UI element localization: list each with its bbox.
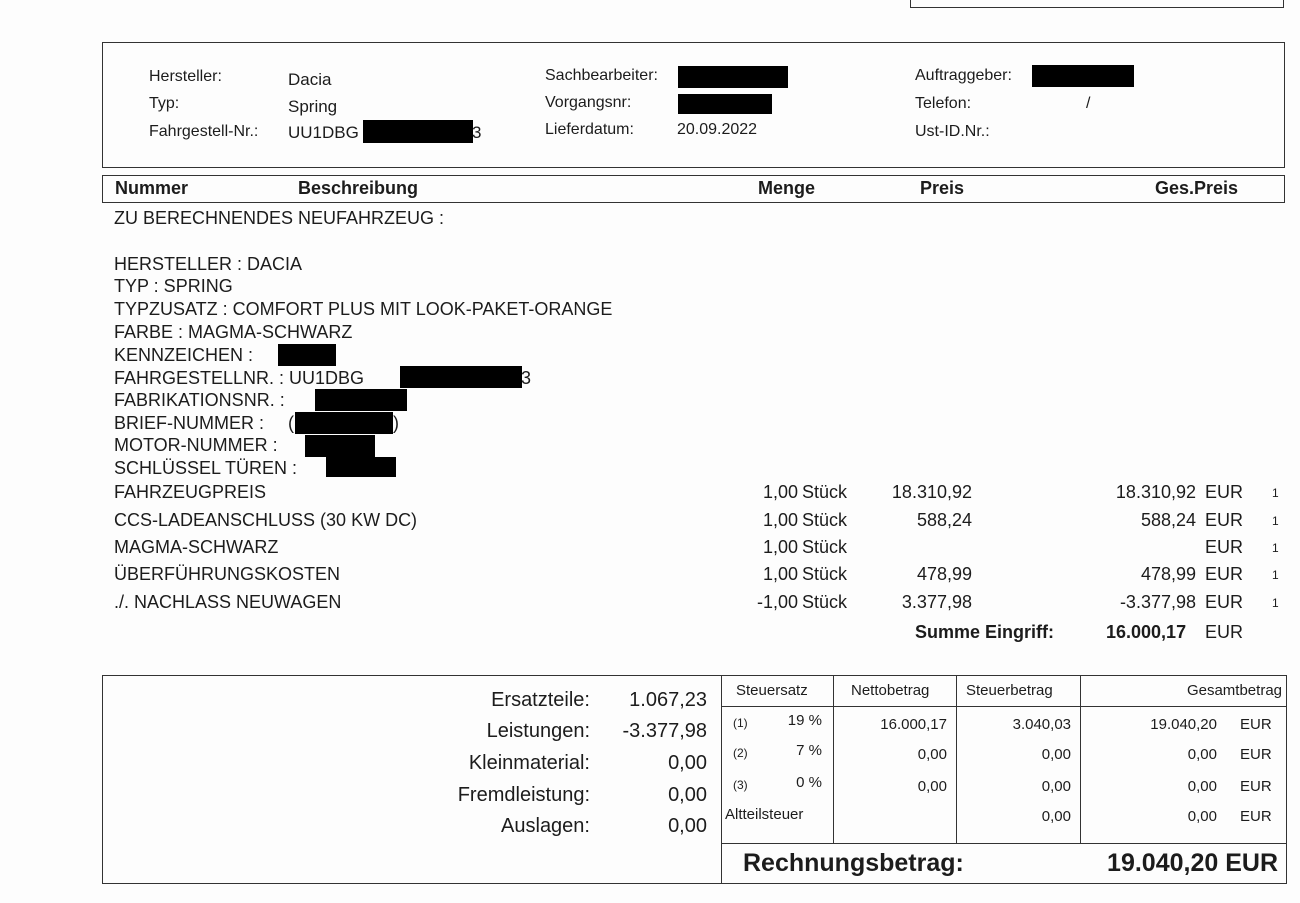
altteil-tax: 0,00 xyxy=(1041,808,1071,825)
item-qty: -1,00 xyxy=(756,592,798,612)
item-price: 588,24 xyxy=(916,510,972,530)
item-currency: EUR xyxy=(1205,564,1244,584)
redaction-fahrgestellnr xyxy=(400,366,522,388)
tax-amount: 0,00 xyxy=(1041,778,1071,795)
redaction-sachbearbeiter xyxy=(678,66,788,88)
ustid-label: Ust-ID.Nr.: xyxy=(915,123,990,140)
detail-briefnummer: BRIEF-NUMMER : xyxy=(114,413,264,433)
item-unit: Stück xyxy=(802,592,848,612)
top-right-box xyxy=(910,0,1284,8)
kleinmaterial-value: 0,00 xyxy=(668,752,707,774)
telefon-label: Telefon: xyxy=(915,95,972,112)
tax-rate: 7 % xyxy=(796,742,822,759)
detail-schluessel: SCHLÜSSEL TÜREN : xyxy=(114,458,298,478)
tax-header-gesamt: Gesamtbetrag xyxy=(1186,682,1282,699)
item-price: 3.377,98 xyxy=(901,592,972,612)
redaction-kennzeichen xyxy=(278,344,336,366)
ersatzteile-value: 1.067,23 xyxy=(629,689,707,711)
item-code: 1 xyxy=(1272,486,1279,500)
column-preis: Preis xyxy=(920,178,965,198)
detail-briefnummer-close: ) xyxy=(393,413,399,433)
tax-grid-line xyxy=(833,675,834,844)
tax-currency: EUR xyxy=(1240,778,1272,795)
vorgangsnr-label: Vorgangsnr: xyxy=(545,94,632,111)
fahrgestell-prefix: UU1DBG xyxy=(288,123,359,142)
typ-label: Typ: xyxy=(149,95,180,112)
tax-grid-line xyxy=(721,843,1287,844)
altteil-gross: 0,00 xyxy=(1187,808,1217,825)
typ-value: Spring xyxy=(288,97,338,116)
detail-intro: ZU BERECHNENDES NEUFAHRZEUG : xyxy=(114,208,445,228)
item-currency: EUR xyxy=(1205,537,1244,557)
tax-index: (3) xyxy=(733,778,748,792)
tax-net: 0,00 xyxy=(917,778,947,795)
detail-kennzeichen: KENNZEICHEN : xyxy=(114,345,254,365)
item-unit: Stück xyxy=(802,537,848,557)
detail-fahrgestellnr: FAHRGESTELLNR. : UU1DBG xyxy=(114,368,365,388)
tax-gross: 19.040,20 xyxy=(1150,716,1217,733)
tax-gross: 0,00 xyxy=(1187,778,1217,795)
tax-amount: 3.040,03 xyxy=(1012,716,1071,733)
summe-value: 16.000,17 xyxy=(1106,622,1187,642)
item-description: CCS-LADEANSCHLUSS (30 KW DC) xyxy=(114,510,418,530)
redaction-briefnummer xyxy=(295,412,393,434)
leistungen-value: -3.377,98 xyxy=(622,720,707,742)
tax-net: 0,00 xyxy=(917,746,947,763)
redaction-fabrikationsnr xyxy=(315,389,407,411)
tax-header-steuer: Steuerbetrag xyxy=(966,682,1053,699)
item-qty: 1,00 xyxy=(762,482,798,502)
tax-grid-line xyxy=(1080,675,1081,844)
tax-currency: EUR xyxy=(1240,746,1272,763)
fremdleistung-label: Fremdleistung: xyxy=(457,784,590,806)
item-qty: 1,00 xyxy=(762,564,798,584)
column-nummer: Nummer xyxy=(115,178,189,198)
tax-gross: 0,00 xyxy=(1187,746,1217,763)
redaction-fahrgestell xyxy=(363,120,473,143)
tax-grid-line xyxy=(721,706,1287,707)
column-beschreibung: Beschreibung xyxy=(298,178,419,198)
column-header-bar xyxy=(102,175,1285,203)
tax-rate: 0 % xyxy=(796,774,822,791)
auftraggeber-label: Auftraggeber: xyxy=(915,67,1012,84)
altteil-label: Altteilsteuer xyxy=(725,806,804,823)
lieferdatum-value: 20.09.2022 xyxy=(677,121,758,138)
summe-currency: EUR xyxy=(1205,622,1244,642)
hersteller-label: Hersteller: xyxy=(149,68,222,85)
item-code: 1 xyxy=(1272,596,1279,610)
altteil-currency: EUR xyxy=(1240,808,1272,825)
item-unit: Stück xyxy=(802,482,848,502)
detail-typzusatz: TYPZUSATZ : COMFORT PLUS MIT LOOK-PAKET-ORANGE xyxy=(114,299,613,319)
tax-currency: EUR xyxy=(1240,716,1272,733)
item-unit: Stück xyxy=(802,510,848,530)
fremdleistung-value: 0,00 xyxy=(668,784,707,806)
item-description: MAGMA-SCHWARZ xyxy=(114,537,279,557)
tax-header-netto: Nettobetrag xyxy=(851,682,930,699)
item-description: FAHRZEUGPREIS xyxy=(114,482,267,502)
detail-hersteller: HERSTELLER : DACIA xyxy=(114,254,303,274)
summe-label: Summe Eingriff: xyxy=(915,622,1055,642)
item-total: 588,24 xyxy=(1140,510,1196,530)
detail-farbe: FARBE : MAGMA-SCHWARZ xyxy=(114,322,353,342)
detail-motornummer: MOTOR-NUMMER : xyxy=(114,435,278,455)
auslagen-value: 0,00 xyxy=(668,815,707,837)
item-currency: EUR xyxy=(1205,482,1244,502)
item-price: 18.310,92 xyxy=(891,482,972,502)
column-menge: Menge xyxy=(758,178,816,198)
tax-header-steuersatz: Steuersatz xyxy=(736,682,808,699)
item-code: 1 xyxy=(1272,568,1279,582)
hersteller-value: Dacia xyxy=(288,70,332,89)
item-total: 18.310,92 xyxy=(1115,482,1196,502)
item-unit: Stück xyxy=(802,564,848,584)
detail-briefnummer-open: ( xyxy=(288,413,294,433)
item-total: -3.377,98 xyxy=(1119,592,1196,612)
auslagen-label: Auslagen: xyxy=(501,815,590,837)
item-price: 478,99 xyxy=(916,564,972,584)
tax-rate: 19 % xyxy=(787,712,822,729)
item-description: ÜBERFÜHRUNGSKOSTEN xyxy=(114,564,341,584)
ersatzteile-label: Ersatzteile: xyxy=(491,689,590,711)
rechnungsbetrag-label: Rechnungsbetrag: xyxy=(743,849,964,877)
redaction-schluessel xyxy=(326,457,396,477)
item-description: ./. NACHLASS NEUWAGEN xyxy=(114,592,342,612)
redaction-auftraggeber xyxy=(1032,65,1134,87)
item-currency: EUR xyxy=(1205,510,1244,530)
lieferdatum-label: Lieferdatum: xyxy=(545,121,634,138)
item-code: 1 xyxy=(1272,514,1279,528)
kleinmaterial-label: Kleinmaterial: xyxy=(468,752,590,774)
rechnungsbetrag-value: 19.040,20 EUR xyxy=(1107,849,1278,877)
tax-net: 16.000,17 xyxy=(880,716,947,733)
leistungen-label: Leistungen: xyxy=(486,720,590,742)
tax-index: (2) xyxy=(733,746,748,760)
tax-grid-line xyxy=(956,675,957,844)
tax-amount: 0,00 xyxy=(1041,746,1071,763)
item-currency: EUR xyxy=(1205,592,1244,612)
redaction-vorgangsnr xyxy=(678,94,772,114)
item-qty: 1,00 xyxy=(762,510,798,530)
fahrgestell-suffix: 3 xyxy=(472,123,482,142)
fahrgestell-label: Fahrgestell-Nr.: xyxy=(149,123,259,140)
detail-fabrikationsnr: FABRIKATIONSNR. : xyxy=(114,390,285,410)
sachbearbeiter-label: Sachbearbeiter: xyxy=(545,67,658,84)
detail-fahrgestellnr-suffix: 3 xyxy=(521,368,532,388)
column-gespreis: Ges.Preis xyxy=(1155,178,1239,198)
telefon-value: / xyxy=(1086,95,1091,112)
detail-typ: TYP : SPRING xyxy=(114,276,233,296)
item-qty: 1,00 xyxy=(762,537,798,557)
item-total: 478,99 xyxy=(1140,564,1196,584)
redaction-motornummer xyxy=(305,435,375,457)
item-code: 1 xyxy=(1272,541,1279,555)
tax-index: (1) xyxy=(733,716,748,730)
